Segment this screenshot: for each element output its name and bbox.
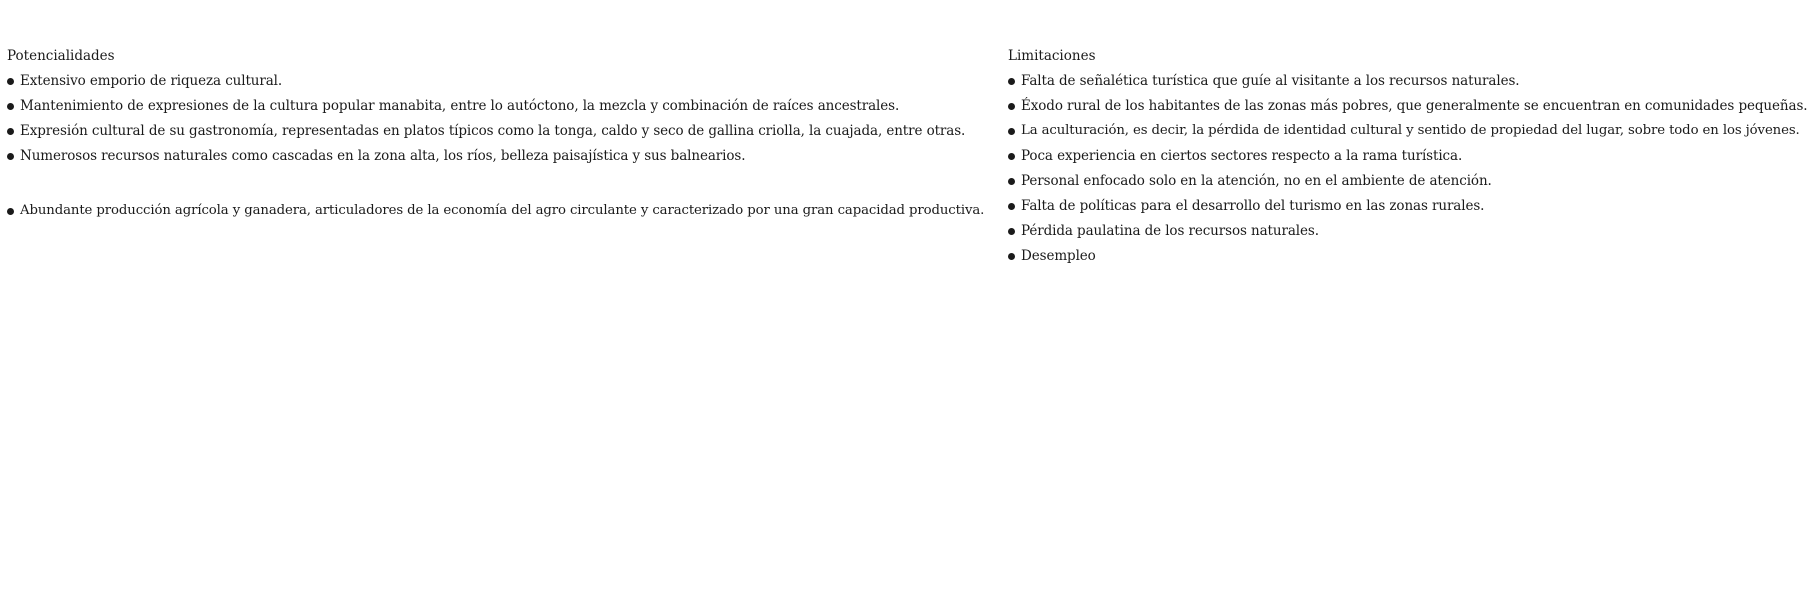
bullet-icon xyxy=(1008,103,1015,110)
bullet-icon xyxy=(7,103,14,110)
bullet-icon xyxy=(1008,128,1015,135)
list-item-text: Abundante producción agrícola y ganadera, articuladores de la economía del agro circulante y caracterizado por una gran capacidad productiva. xyxy=(20,203,985,218)
list-item xyxy=(1008,97,1813,115)
bullet-icon xyxy=(1008,78,1015,85)
list-item xyxy=(1008,172,1813,190)
bullet-icon xyxy=(1008,228,1015,235)
list-item-text: Poca experiencia en ciertos sectores respecto a la rama turística. xyxy=(1021,148,1463,164)
list-item-text: Personal enfocado solo en la atención, no en el ambiente de atención. xyxy=(1021,173,1492,189)
list-item-text: Desempleo xyxy=(1021,248,1096,264)
list-item-text: Falta de señalética turística que guíe al visitante a los recursos naturales. xyxy=(1021,73,1520,89)
potencialidades-column xyxy=(7,47,1002,227)
list-item xyxy=(7,147,1002,165)
bullet-icon xyxy=(1008,203,1015,210)
bullet-icon xyxy=(1008,153,1015,160)
list-item xyxy=(1008,197,1813,215)
potencialidades-heading: Potencialidades xyxy=(7,48,115,64)
list-item xyxy=(7,202,1002,220)
list-item-text: Pérdida paulatina de los recursos naturales. xyxy=(1021,223,1319,239)
list-item-text: Extensivo emporio de riqueza cultural. xyxy=(20,73,283,89)
bullet-icon xyxy=(7,208,14,215)
bullet-icon xyxy=(1008,178,1015,185)
list-item-text: La aculturación, es decir, la pérdida de identidad cultural y sentido de propiedad del lugar, sobre todo en los jóvenes. xyxy=(1021,123,1800,138)
limitaciones-heading: Limitaciones xyxy=(1008,48,1096,64)
bullet-icon xyxy=(1008,253,1015,260)
bullet-icon xyxy=(7,128,14,135)
list-item-text: Mantenimiento de expresiones de la cultura popular manabita, entre lo autóctono, la mezcla y combinación de raíces ancestrales. xyxy=(20,98,900,114)
list-item xyxy=(1008,122,1813,140)
list-item-text: Expresión cultural de su gastronomía, representadas en platos típicos como la tonga, caldo y seco de gallina criolla, la cuajada, entre otras. xyxy=(20,123,966,139)
list-item xyxy=(7,72,1002,90)
list-item xyxy=(1008,222,1813,240)
list-item xyxy=(1008,247,1813,265)
list-item xyxy=(1008,72,1813,90)
list-item-text: Numerosos recursos naturales como cascadas en la zona alta, los ríos, belleza paisajística y sus balnearios. xyxy=(20,148,746,164)
bullet-icon xyxy=(7,78,14,85)
list-item xyxy=(7,122,1002,140)
limitaciones-column xyxy=(1008,47,1813,272)
list-item-text: Falta de políticas para el desarrollo del turismo en las zonas rurales. xyxy=(1021,198,1485,214)
list-item xyxy=(1008,147,1813,165)
bullet-icon xyxy=(7,153,14,160)
list-item xyxy=(7,97,1002,115)
list-item-text: Éxodo rural de los habitantes de las zonas más pobres, que generalmente se encuentran en comunidades pequeñas. xyxy=(1021,98,1808,114)
